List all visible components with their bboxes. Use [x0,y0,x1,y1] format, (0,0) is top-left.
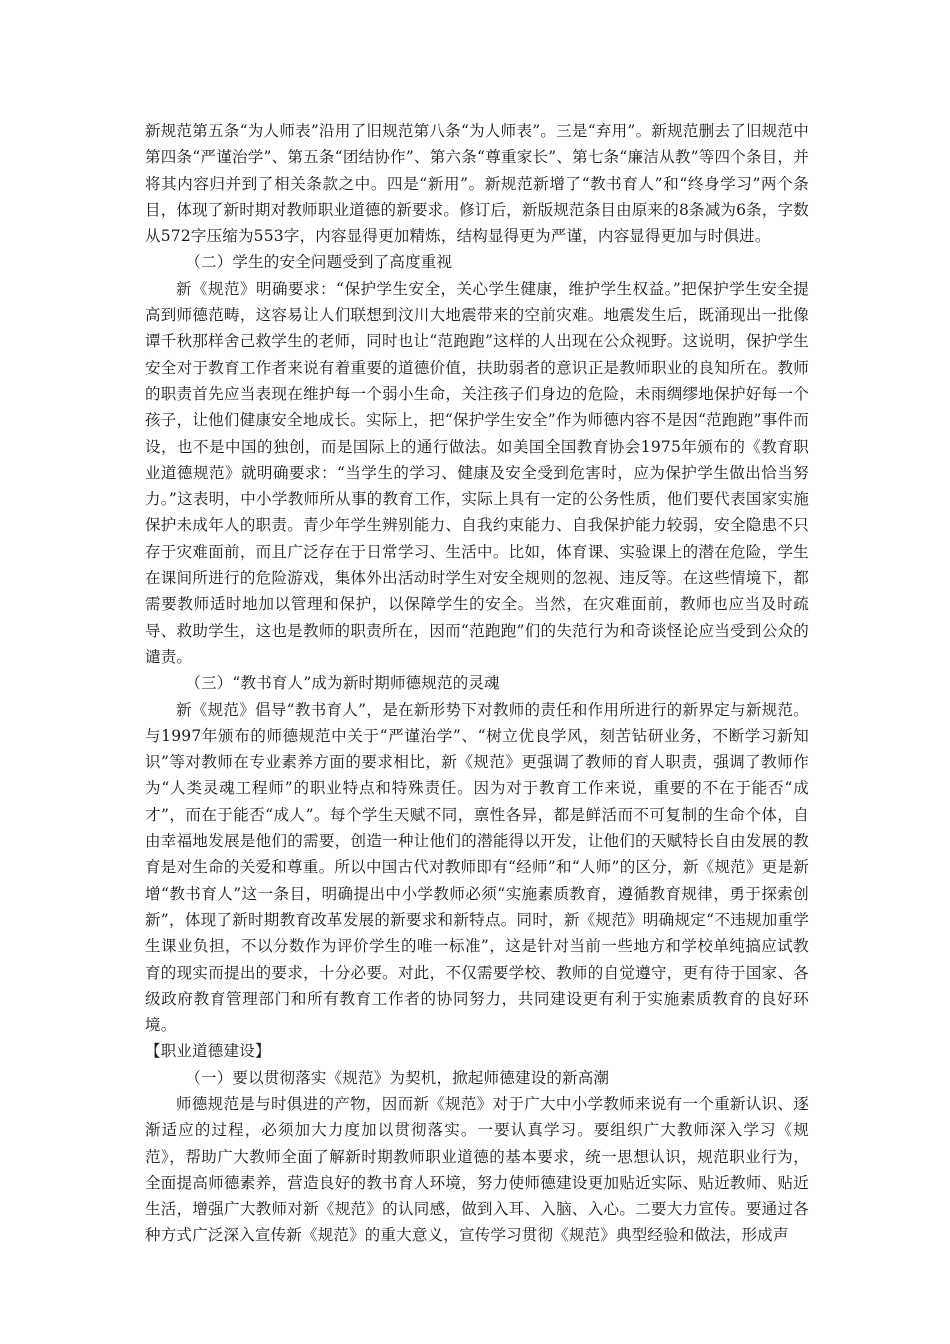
subheading-implementation: （一）要以贯彻落实《规范》为契机，掀起师德建设的新高潮 [185,1068,610,1087]
document-page [145,118,809,1249]
paragraph-student-safety: 新《规范》明确要求：“保护学生安全，关心学生健康，维护学生权益。”把保护学生安全提高到师德范畴，这容易让人们联想到汶川大地震带来的空前灾难。地震发生后，既涌现出一批像谭千秋那样舍己救学生的老师，同时也让“范跑跑”这样的人出现在公众视野。这说明，保护学生安全对于教育工作者来说有着重要的道德价值，扶助弱者的意识正是教师职业的良知所在。教师的职责首先应当表现在维护每一个弱小生命，关注孩子们身边的危险，未雨绸缪地保护好每一个孩子，让他们健康安全地成长。实际上，把“保护学生安全”作为师德内容不是因“范跑跑”事件而设，也不是中国的独创，而是国际上的通行做法。如美国全国教育协会1975年颁布的《教育职业道德规范》就明确要求：“当学生的学习、健康及安全受到危害时，应为保护学生做出恰当努力。”这表明，中小学教师所从事的教育工作，实际上具有一定的公务性质，他们要代表国家实施保护未成年人的职责。青少年学生辨别能力、自我约束能力、自我保护能力较弱，安全隐患不只存于灾难面前，而且广泛存在于日常学习、生活中。比如，体育课、实验课上的潜在危险，学生在课间所进行的危险游戏，集体外出活动时学生对安全规则的忽视、违反等。在这些情境下，都需要教师适时地加以管理和保护，以保障学生的安全。当然，在灾难面前，教师也应当及时疏导、救助学生，这也是教师的职责所在，因而“范跑跑”们的失范行为和奇谈怪论应当受到公众的谴责。 [145,279,809,666]
subheading-student-safety: （二）学生的安全问题受到了高度重视 [185,253,453,272]
paragraph-intro: 新规范第五条“为人师表”沿用了旧规范第八条“为人师表”。三是“弃用”。新规范删去了旧规范中第四条“严谨治学”、第五条“团结协作”、第六条“尊重家长”、第七条“廉洁从教”等四个条目，并将其内容归并到了相关条款之中。四是“新用”。新规范新增了“教书育人”和“终身学习”两个条目，体现了新时期对教师职业道德的新要求。修订后，新版规范条目由原来的8条减为6条，字数从572字压缩为553字，内容显得更加精炼，结构显得更为严谨，内容显得更加与时俱进。 [145,122,809,246]
paragraph-implementation: 师德规范是与时俱进的产物，因而新《规范》对于广大中小学教师来说有一个重新认识、逐渐适应的过程，必须加大力度加以贯彻落实。一要认真学习。要组织广大教师深入学习《规范》，帮助广大教师全面了解新时期教师职业道德的基本要求，统一思想认识，规范职业行为，全面提高师德素养，营造良好的教书育人环境，努力使师德建设更加贴近实际、贴近教师、贴近生活，增强广大教师对新《规范》的认同感，做到入耳、入脑、入心。二要大力宣传。要通过各种方式广泛深入宣传新《规范》的重大意义，宣传学习贯彻《规范》典型经验和做法，形成声 [145,1094,809,1245]
section-title-ethics-construction: 【职业道德建设】 [145,1042,271,1061]
paragraph-teaching-educating: 新《规范》倡导“教书育人”，是在新形势下对教师的责任和作用所进行的新界定与新规范。与1997年颁布的师德规范中关于“严谨治学”、“树立优良学风，刻苦钻研业务，不断学习新知识”等对教师在专业素养方面的要求相比，新《规范》更强调了教师的育人职责，强调了教师作为“人类灵魂工程师”的职业特点和特殊责任。因为对于教育工作来说，重要的不在于能否“成才”，而在于能否“成人”。每个学生天赋不同，禀性各异，都是鲜活而不可复制的生命个体，自由幸福地发展是他们的需要，创造一种让他们的潜能得以开发，让他们的天赋特长自由发展的教育是对生命的关爱和尊重。所以中国古代对教师即有“经师”和“人师”的区分，新《规范》更是新增“教书育人”这一条目，明确提出中小学教师必须“实施素质教育，遵循教育规律，勇于探索创新”，体现了新时期教育改革发展的新要求和新特点。同时，新《规范》明确规定“不违规加重学生课业负担，不以分数作为评价学生的唯一标准”，这是针对当前一些地方和学校单纯搞应试教育的现实而提出的要求，十分必要。对此，不仅需要学校、教师的自觉遵守，更有待于国家、各级政府教育管理部门和所有教育工作者的协同努力，共同建设更有利于实施素质教育的良好环境。 [145,700,809,1035]
subheading-teaching-educating: （三）“教书育人”成为新时期师德规范的灵魂 [185,674,500,693]
